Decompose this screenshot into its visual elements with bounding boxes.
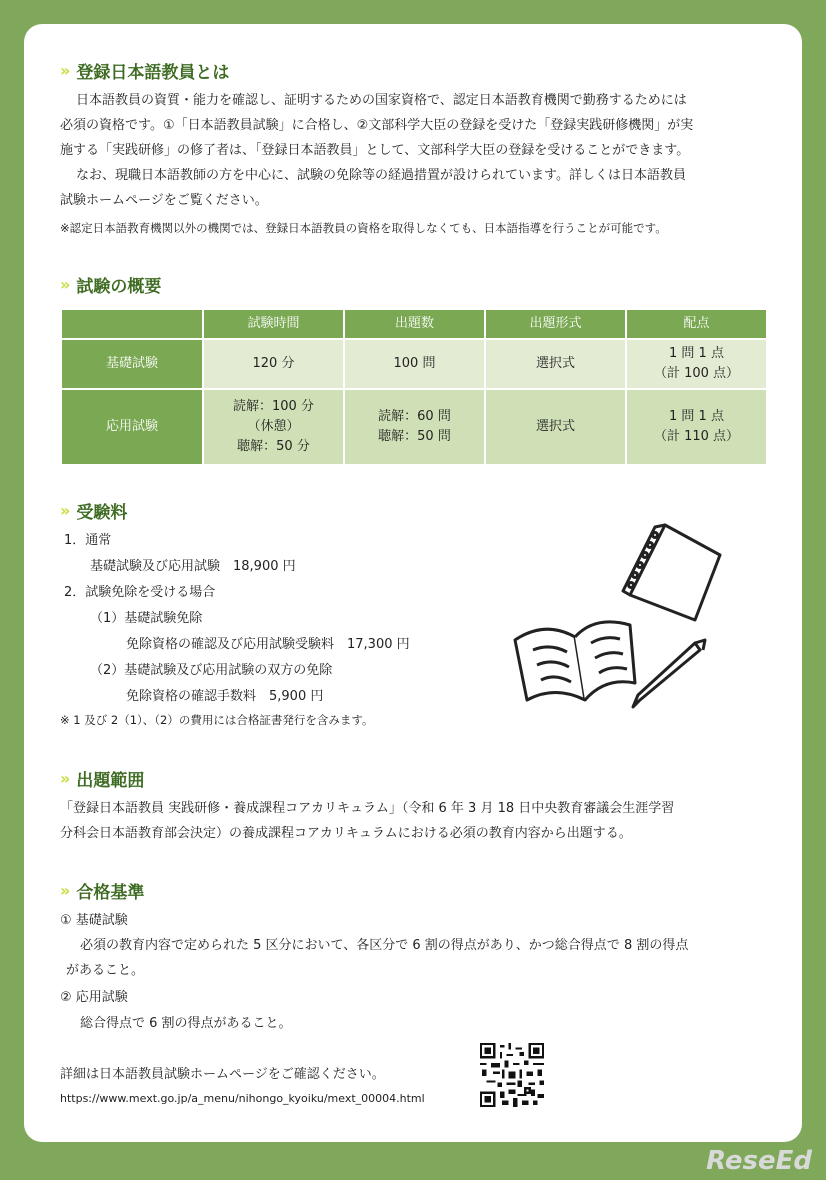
fee-item-1: 1．通常 bbox=[64, 533, 112, 548]
scope-line-1: 「登録日本語教員 実践研修・養成課程コアカリキュラム」（令和 6 年 3 月 18 日中央教育審議会生涯学習 bbox=[60, 801, 675, 816]
criteria-item-2: ② 応用試験 bbox=[60, 990, 128, 1005]
about-line-3: 施する「実践研修」の修了者は、「登録日本語教員」として、文部科学大臣の登録を受けることができます。 bbox=[60, 143, 690, 158]
section-title-scope: » 出題範囲 bbox=[60, 769, 145, 791]
footer-text: 詳細は日本語教員試験ホームページをご確認ください。 bbox=[60, 1067, 385, 1082]
criteria-item-1a: 必須の教育内容で定められた 5 区分において、各区分で 6 割の得点があり、かつ総合得点で 8 割の得点 bbox=[80, 938, 689, 953]
study-illustration bbox=[505, 515, 730, 715]
fee-item-2a1: 免除資格の確認及び応用試験受験料 17,300 円 bbox=[126, 637, 410, 652]
table-header-score: 配点 bbox=[626, 309, 767, 339]
cell-score: 1 問 1 点 （計 110 点） bbox=[626, 389, 767, 465]
table-header-blank bbox=[61, 309, 203, 339]
fee-item-2b1: 免除資格の確認手数料 5,900 円 bbox=[126, 689, 324, 704]
fee-note: ※ 1 及び 2（1）、（2）の費用には合格証書発行を含みます。 bbox=[60, 713, 374, 727]
section-title-about: » 登録日本語教員とは bbox=[60, 61, 230, 83]
notebook-icon bbox=[623, 525, 720, 620]
chevron-icon: » bbox=[60, 275, 67, 294]
section-title-fee: » 受験料 bbox=[60, 501, 128, 523]
row-name: 応用試験 bbox=[61, 389, 203, 465]
cell-time: 読解：100 分 （休憩） 聴解：50 分 bbox=[203, 389, 344, 465]
table-row bbox=[61, 389, 767, 465]
chevron-icon: » bbox=[60, 61, 67, 80]
fee-item-2b: （2）基礎試験及び応用試験の双方の免除 bbox=[90, 663, 333, 678]
cell-count: 読解：60 問 聴解：50 問 bbox=[344, 389, 485, 465]
open-book-icon bbox=[515, 622, 635, 700]
cell-score: 1 問 1 点 （計 100 点） bbox=[626, 339, 767, 389]
pen-icon bbox=[633, 640, 705, 707]
about-note: ※認定日本語教育機関以外の機関では、登録日本語教員の資格を取得しなくても、日本語指導を行うことが可能です。 bbox=[60, 221, 667, 235]
scope-line-2: 分科会日本語教育部会決定）の養成課程コアカリキュラムにおける必須の教育内容から出題する。 bbox=[60, 826, 632, 841]
table-header-time: 試験時間 bbox=[203, 309, 344, 339]
criteria-item-1b: があること。 bbox=[66, 963, 145, 978]
table-header-count: 出題数 bbox=[344, 309, 485, 339]
about-line-4: なお、現職日本語教師の方を中心に、試験の免除等の経過措置が設けられています。詳しくは日本語教員 bbox=[76, 168, 686, 183]
fee-item-1a: 基礎試験及び応用試験 18,900 円 bbox=[90, 559, 296, 574]
cell-time: 120 分 bbox=[203, 339, 344, 389]
qr-code-icon[interactable] bbox=[480, 1043, 544, 1107]
fee-item-2a: （1）基礎試験免除 bbox=[90, 611, 203, 626]
cell-format: 選択式 bbox=[485, 389, 626, 465]
section-title-criteria: » 合格基準 bbox=[60, 881, 145, 903]
fee-item-2: 2．試験免除を受ける場合 bbox=[64, 585, 216, 600]
chevron-icon: » bbox=[60, 881, 67, 900]
chevron-icon: » bbox=[60, 769, 67, 788]
exam-overview-table bbox=[60, 308, 768, 466]
about-line-2: 必須の資格です。①「日本語教員試験」に合格し、②文部科学大臣の登録を受けた「登録実践研修機関」が実 bbox=[60, 118, 694, 133]
cell-count: 100 問 bbox=[344, 339, 485, 389]
cell-format: 選択式 bbox=[485, 339, 626, 389]
about-line-1: 日本語教員の資質・能力を確認し、証明するための国家資格で、認定日本語教育機関で勤務するためには bbox=[76, 93, 687, 108]
section-title-overview: » 試験の概要 bbox=[60, 275, 162, 297]
criteria-item-1: ① 基礎試験 bbox=[60, 913, 128, 928]
row-name: 基礎試験 bbox=[61, 339, 203, 389]
criteria-item-2a: 総合得点で 6 割の得点があること。 bbox=[80, 1016, 292, 1031]
chevron-icon: » bbox=[60, 501, 67, 520]
table-header-format: 出題形式 bbox=[485, 309, 626, 339]
watermark-logo: ReseEd bbox=[706, 1146, 812, 1176]
footer-url[interactable]: https://www.mext.go.jp/a_menu/nihongo_kyoiku/mext_00004.html bbox=[60, 1092, 425, 1105]
about-line-5: 試験ホームページをご覧ください。 bbox=[60, 193, 268, 208]
table-row bbox=[61, 339, 767, 389]
